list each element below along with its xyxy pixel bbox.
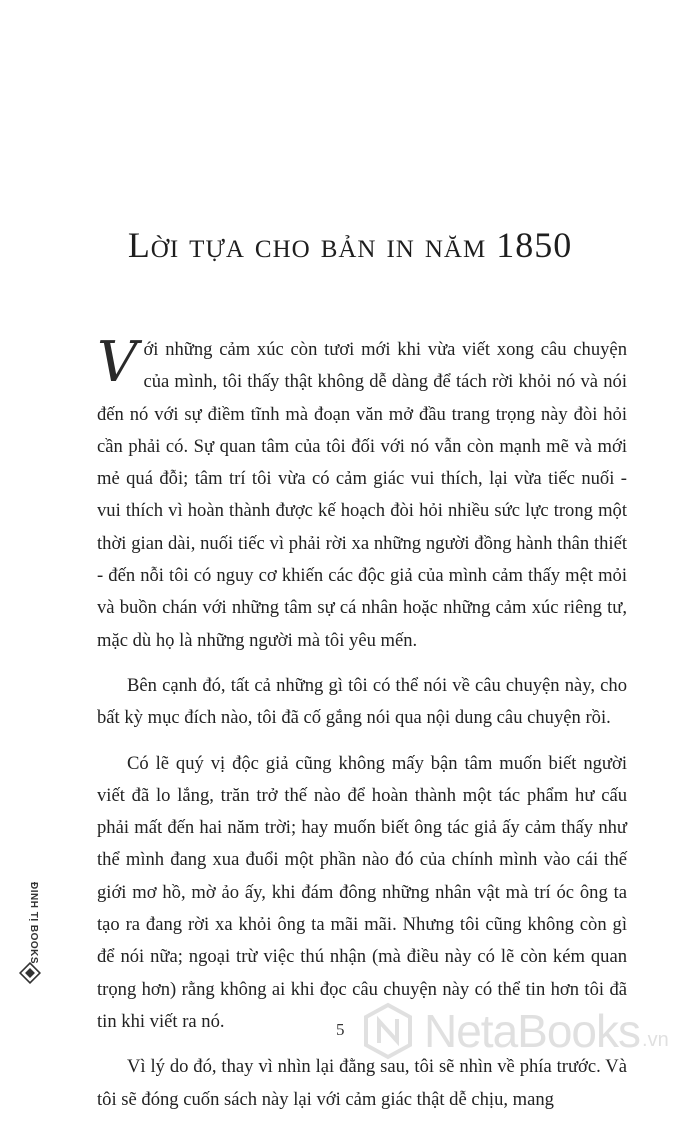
n-circle-logo-icon <box>358 1001 418 1061</box>
publisher-name: ĐINH TỊ BOOKS <box>28 882 39 965</box>
watermark-text: NetaBooks <box>424 1005 641 1057</box>
paragraph-1-text: ới những cảm xúc còn tươi mới khi vừa viết xong câu chuyện của mình, tôi thấy thật không dễ dàng để tách rời khỏi nó và nói đến nó với sự điềm tĩnh mà đoạn văn mở đầu trang trọng này đòi hỏi cần phải có. Sự quan tâm của tôi đối với nó vẫn còn mạnh mẽ và mới mẻ quá đỗi; tâm trí tôi vừa có cảm giác vui thích, lại vừa tiếc nuối - vui thích vì hoàn thành được kế hoạch đòi hỏi nhiều sức lực trong một thời gian dài, nuối tiếc vì phải rời xa những người đồng hành thân thiết - đến nỗi tôi có nguy cơ khiến các độc giả của mình cảm thấy mệt mỏi và buồn chán với những tâm sự cá nhân hoặc những cảm xúc riêng tư, mặc dù họ là những người mà tôi yêu mến. <box>97 339 627 651</box>
watermark-suffix: .vn <box>642 1029 669 1051</box>
drop-cap: V <box>97 330 138 395</box>
chapter-title: Lời tựa cho bản in năm 1850 <box>127 225 573 266</box>
diamond-logo-icon <box>19 962 41 984</box>
paragraph-4: Vì lý do đó, thay vì nhìn lại đằng sau, tôi sẽ nhìn về phía trước. Và tôi sẽ đóng cuốn sách này lại với cảm giác thật dễ chịu, mang <box>97 1056 627 1110</box>
paragraph-1 <box>97 330 627 657</box>
paragraph-3: Có lẽ quý vị độc giả cũng không mấy bận tâm muốn biết người viết đã lo lắng, trăn trở thế nào để hoàn thành một tác phẩm hư cấu phải mất đến hai năm trời; hay muốn biết ông tác giả ấy cảm thấy như thể mình đang xua đuổi một phần nào đó của chính mình vào cái thế giới mơ hồ, mờ ảo ấy, khi đám đông những nhân vật mà trí óc ông ta tạo ra đang rời xa khỏi ông ta mãi mãi. Nhưng tôi cũng không còn gì để nói nữa; ngoại trừ việc thú nhận (mà điều này có lẽ còn kém quan trọng hơn) rằng không ai khi đọc câu chuyện này có thể tin hơn tôi đã tin khi viết ra nó. <box>97 752 627 1032</box>
page-number: 5 <box>336 1020 345 1039</box>
paragraph-2: Bên cạnh đó, tất cả những gì tôi có thể nói về câu chuyện này, cho bất kỳ mục đích nào, tôi đã cố gắng nói qua nội dung câu chuyện rồi. <box>97 674 627 729</box>
watermark <box>358 998 698 1064</box>
publisher-side-mark <box>18 880 46 988</box>
